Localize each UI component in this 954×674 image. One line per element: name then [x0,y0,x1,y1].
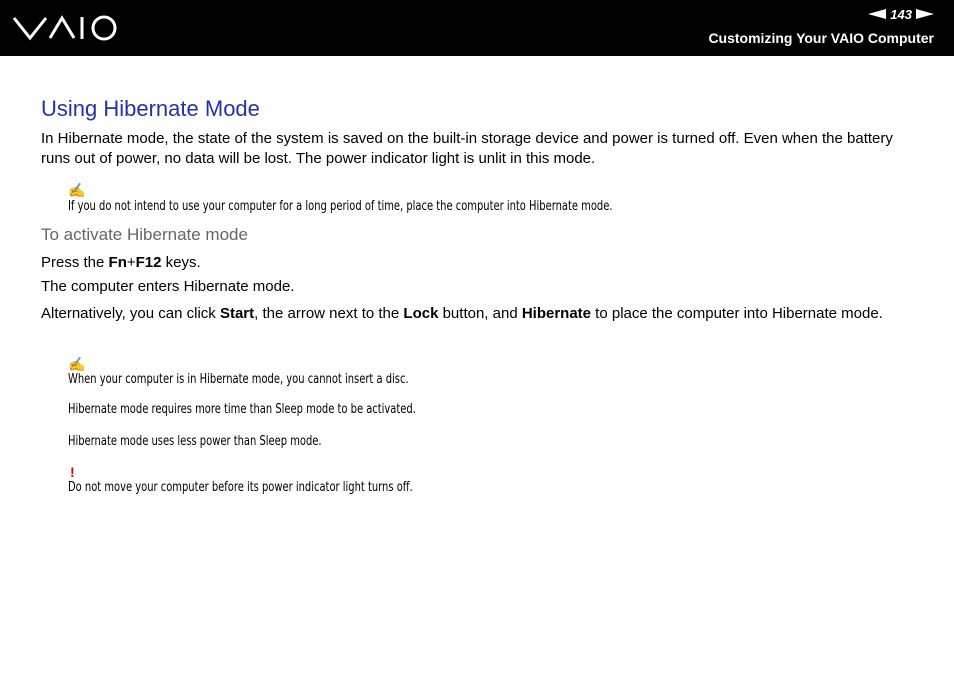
page-title: Using Hibernate Mode [41,96,260,121]
page-number: 143 [890,7,912,22]
note-icon: ✍ [68,182,86,198]
start-label: Start [219,305,255,322]
section-title: Customizing Your VAIO Computer [708,30,934,46]
warning-icon: ! [70,464,75,480]
key-fn: Fn [108,254,127,271]
step-result: The computer enters Hibernate mode. [41,278,295,295]
warning-text: Do not move your computer before its power indicator light turns off. [68,480,413,495]
note-icon: ✍ [68,356,86,372]
vaio-logo [12,14,122,42]
subheading: To activate Hibernate mode [41,225,248,244]
note-text: Hibernate mode uses less power than Sleep mode. [68,434,322,449]
note-text: Hibernate mode requires more time than Sleep mode to be activated. [68,402,416,417]
page-navigation [868,7,934,22]
hibernate-label: Hibernate [521,305,592,322]
next-page-arrow-icon[interactable] [916,7,934,22]
alternative-paragraph: Alternatively, you can click Start, the arrow next to the Lock button, and Hibernate to place the computer into Hibernate mode. [41,305,883,322]
note-text: When your computer is in Hibernate mode, you cannot insert a disc. [68,372,409,387]
prev-page-arrow-icon[interactable] [868,7,886,22]
lock-label: Lock [403,305,439,322]
header-bar [0,0,954,56]
note-text: If you do not intend to use your computer for a long period of time, place the computer into Hibernate mode. [68,199,613,214]
step-instruction: Press the Fn+F12 keys. [41,254,201,271]
intro-paragraph: In Hibernate mode, the state of the system is saved on the built-in storage device and power is turned off. Even when the battery runs out of power, no data will be lost. The power indicator light is unlit in this mode. [41,130,893,167]
key-f12: F12 [135,254,162,271]
